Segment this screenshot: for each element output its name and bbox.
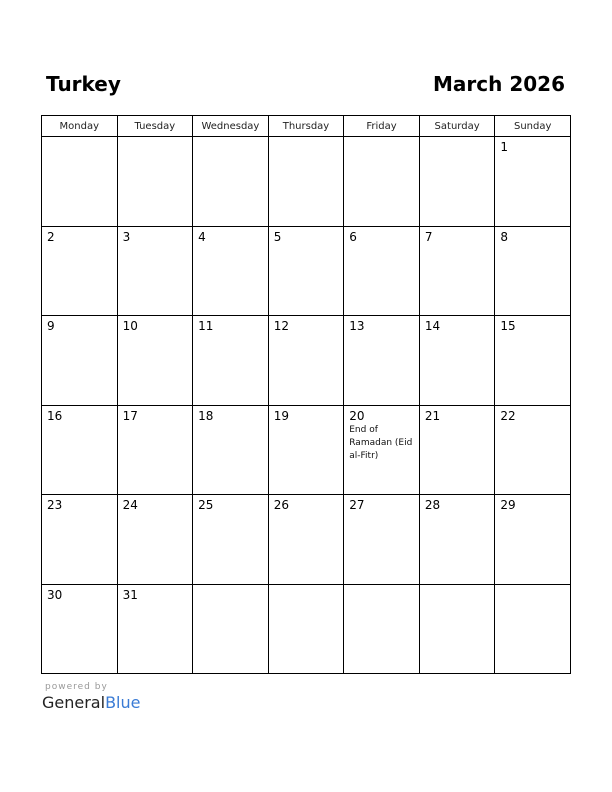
day-cell <box>268 495 344 585</box>
day-cell <box>495 405 571 495</box>
day-cell <box>117 137 193 227</box>
day-cell <box>117 495 193 585</box>
weekday-header: Saturday <box>419 116 495 137</box>
day-number: 23 <box>47 498 63 512</box>
weekday-header: Tuesday <box>117 116 193 137</box>
day-number: 8 <box>500 229 509 244</box>
day-number: 12 <box>273 319 289 333</box>
day-cell <box>344 495 420 585</box>
day-number: 3 <box>122 229 131 244</box>
day-cell <box>117 316 193 406</box>
day-number: 26 <box>273 498 289 512</box>
weekday-header: Friday <box>344 116 420 137</box>
day-cell <box>344 316 420 406</box>
day-number: 5 <box>273 229 282 244</box>
week-row <box>42 495 571 585</box>
day-cell <box>419 316 495 406</box>
day-cell <box>268 316 344 406</box>
day-cell <box>193 137 269 227</box>
weekday-header: Sunday <box>495 116 571 137</box>
day-cell <box>344 405 420 495</box>
day-cell <box>419 495 495 585</box>
generalblue-logo[interactable] <box>42 693 140 713</box>
week-row <box>42 584 571 674</box>
day-cell <box>117 405 193 495</box>
week-row <box>42 405 571 495</box>
day-cell <box>42 495 118 585</box>
day-number: 29 <box>500 498 516 512</box>
day-cell <box>117 226 193 316</box>
day-number: 27 <box>349 498 365 512</box>
month-year-title: March 2026 <box>433 72 565 96</box>
day-cell <box>268 405 344 495</box>
holiday-label: End of Ramadan (Eid al-Fitr) <box>349 424 413 461</box>
day-number: 21 <box>424 408 441 423</box>
day-number: 28 <box>424 498 441 512</box>
day-number: 22 <box>500 408 516 423</box>
day-cell <box>193 405 269 495</box>
weekday-header: Monday <box>42 116 118 137</box>
day-cell <box>495 226 571 316</box>
day-number: 17 <box>122 408 138 423</box>
weekday-header-row <box>42 116 571 137</box>
day-cell <box>495 137 571 227</box>
day-number: 30 <box>47 587 63 602</box>
day-cell <box>42 226 118 316</box>
day-cell <box>344 584 420 674</box>
day-number: 25 <box>198 498 214 512</box>
day-cell <box>495 584 571 674</box>
day-number: 13 <box>349 319 365 333</box>
day-number: 11 <box>198 319 214 333</box>
week-row <box>42 137 571 227</box>
day-cell <box>193 584 269 674</box>
day-number: 10 <box>122 319 138 333</box>
day-cell <box>495 495 571 585</box>
day-cell <box>42 316 118 406</box>
calendar-grid <box>41 115 571 674</box>
day-cell <box>344 137 420 227</box>
day-number: 16 <box>47 408 63 423</box>
day-cell <box>495 316 571 406</box>
day-cell <box>117 584 193 674</box>
day-cell <box>419 226 495 316</box>
day-number: 7 <box>424 229 433 244</box>
day-number: 1 <box>500 140 509 154</box>
day-number: 20 <box>349 408 365 423</box>
day-number: 19 <box>273 408 289 423</box>
day-number: 4 <box>198 229 206 244</box>
day-number: 2 <box>47 229 55 244</box>
day-cell <box>193 495 269 585</box>
day-cell <box>344 226 420 316</box>
day-cell <box>42 584 118 674</box>
week-row <box>42 316 571 406</box>
day-number: 14 <box>424 319 441 333</box>
country-title: Turkey <box>46 72 121 96</box>
weekday-header: Wednesday <box>193 116 269 137</box>
day-cell <box>268 584 344 674</box>
logo-general-text: General <box>42 693 106 712</box>
day-number: 24 <box>122 498 138 512</box>
day-number: 15 <box>500 319 516 333</box>
day-cell <box>193 226 269 316</box>
day-number: 18 <box>198 408 214 423</box>
day-cell <box>42 137 118 227</box>
week-row <box>42 226 571 316</box>
day-number: 31 <box>122 587 138 602</box>
day-cell <box>42 405 118 495</box>
powered-by-text: powered by <box>45 682 108 692</box>
logo-blue-text: Blue <box>105 693 141 712</box>
day-cell <box>419 405 495 495</box>
day-cell <box>268 226 344 316</box>
day-cell <box>268 137 344 227</box>
day-number: 9 <box>47 319 55 333</box>
day-cell <box>193 316 269 406</box>
day-cell <box>419 137 495 227</box>
day-number: 6 <box>349 229 357 244</box>
weekday-header: Thursday <box>268 116 344 137</box>
day-cell <box>419 584 495 674</box>
